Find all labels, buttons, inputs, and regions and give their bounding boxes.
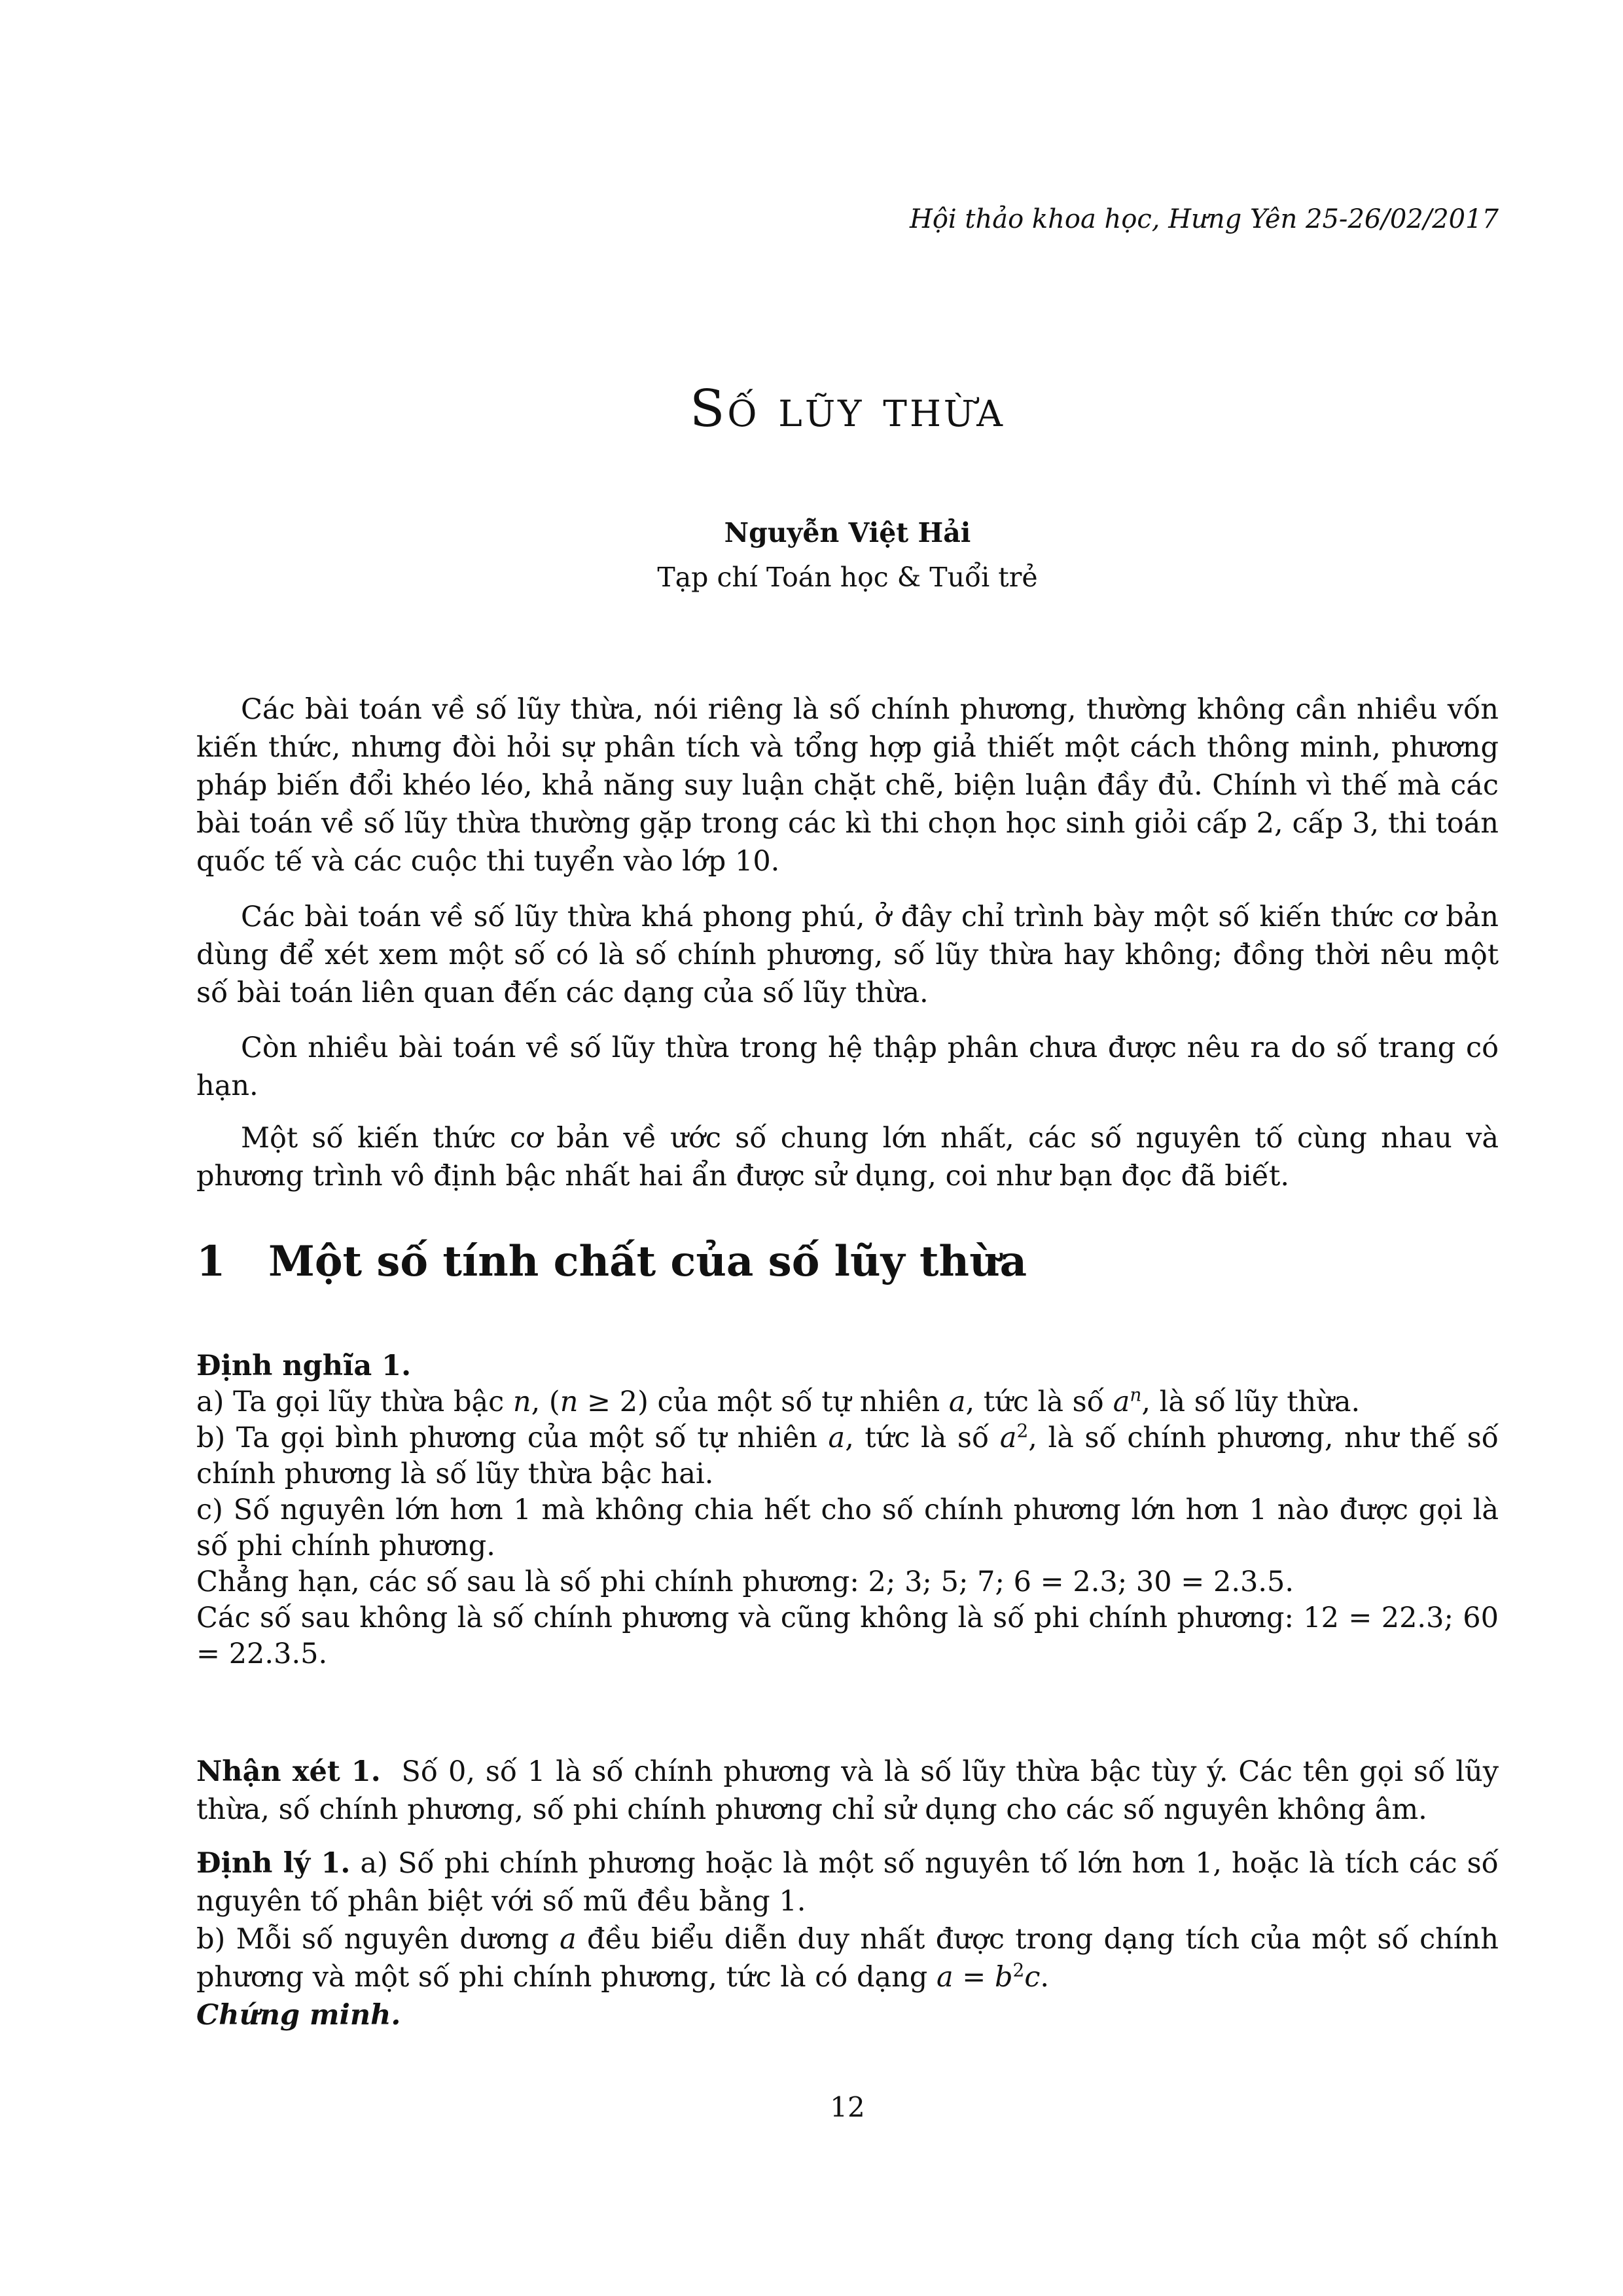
conference-header: Hội thảo khoa học, Hưng Yên 25-26/02/2017 [909, 204, 1499, 234]
section-title: Một số tính chất của số lũy thừa [268, 1237, 1027, 1286]
theorem-label: Định lý 1. [196, 1847, 351, 1880]
definition-item-c: c) Số nguyên lớn hơn 1 mà không chia hết cho số chính phương lớn hơn 1 nào được gọi là số phi chính phương. [196, 1494, 1499, 1562]
definition-block [196, 1348, 1499, 1672]
theorem-block [196, 1844, 1499, 2034]
definition-item-a: a) Ta gọi lũy thừa bậc n, (n ≥ 2) của một số tự nhiên a, tức là số $a^n$, là số lũy thừa. [196, 1384, 1361, 1418]
definition-label: Định nghĩa 1. [196, 1350, 412, 1382]
definition-counterexample: Các số sau không là số chính phương và cũng không là số phi chính phương: 12 = 22.3; 60 = 22.3.5. [196, 1602, 1499, 1670]
remark-block [196, 1753, 1499, 1829]
author-name: Nguyễn Việt Hải [724, 517, 971, 548]
theorem-item-b: b) Mỗi số nguyên dương a đều biểu diễn duy nhất được trong dạng tích của một số chính phương và một số phi chính phương, tức là có dạng $a = b^2c$. [196, 1923, 1499, 1994]
intro-paragraph: Các bài toán về số lũy thừa, nói riêng là số chính phương, thường không cần nhiều vốn kiến thức, nhưng đòi hỏi sự phân tích và tổng hợp giả thiết một cách thông minh, phương pháp biến đổi khéo léo, khả năng suy luận chặt chẽ, biện luận đầy đủ. Chính vì thế mà các bài toán về số lũy thừa thường gặp trong các kì thi chọn học sinh giỏi cấp 2, cấp 3, thi toán quốc tế và các cuộc thi tuyển vào lớp 10. [196, 693, 1499, 878]
section-number: 1 [196, 1237, 226, 1286]
theorem-item-a: Định lý 1. a) Số phi chính phương hoặc là một số nguyên tố lớn hơn 1, hoặc là tích các số nguyên tố phân biệt với số mũ đều bằng 1. [196, 1847, 1499, 1918]
definition-item-b: b) Ta gọi bình phương của một số tự nhiên a, tức là số $a^2$, là số chính phương, như thế số chính phương là số lũy thừa bậc hai. [196, 1420, 1499, 1490]
page-number: 12 [830, 2091, 865, 2123]
proof-label: Chứng minh. [196, 1999, 401, 2032]
author-affiliation: Tạp chí Toán học & Tuổi trẻ [657, 562, 1038, 593]
intro-paragraph: Còn nhiều bài toán về số lũy thừa trong hệ thập phân chưa được nêu ra do số trang có hạn. [196, 1031, 1499, 1102]
intro-paragraph: Một số kiến thức cơ bản về ước số chung lớn nhất, các số nguyên tố cùng nhau và phương trình vô định bậc nhất hai ẩn được sử dụng, coi như bạn đọc đã biết. [196, 1122, 1499, 1193]
definition-example: Chẳng hạn, các số sau là số phi chính phương: 2; 3; 5; 7; 6 = 2.3; 30 = 2.3.5. [196, 1566, 1294, 1598]
paper-page [196, 0, 1499, 2296]
paper-title: Số lũy thừa [689, 380, 1006, 439]
section-heading [196, 1237, 1499, 1286]
remark-text: Số 0, số 1 là số chính phương và là số lũy thừa bậc tùy ý. Các tên gọi số lũy thừa, số chính phương, số phi chính phương chỉ sử dụng cho các số nguyên không âm. [196, 1755, 1499, 1826]
intro-paragraph: Các bài toán về số lũy thừa khá phong phú, ở đây chỉ trình bày một số kiến thức cơ bản dùng để xét xem một số có là số chính phương, số lũy thừa hay không; đồng thời nêu một số bài toán liên quan đến các dạng của số lũy thừa. [196, 901, 1499, 1009]
remark-label: Nhận xét 1. [196, 1755, 381, 1788]
